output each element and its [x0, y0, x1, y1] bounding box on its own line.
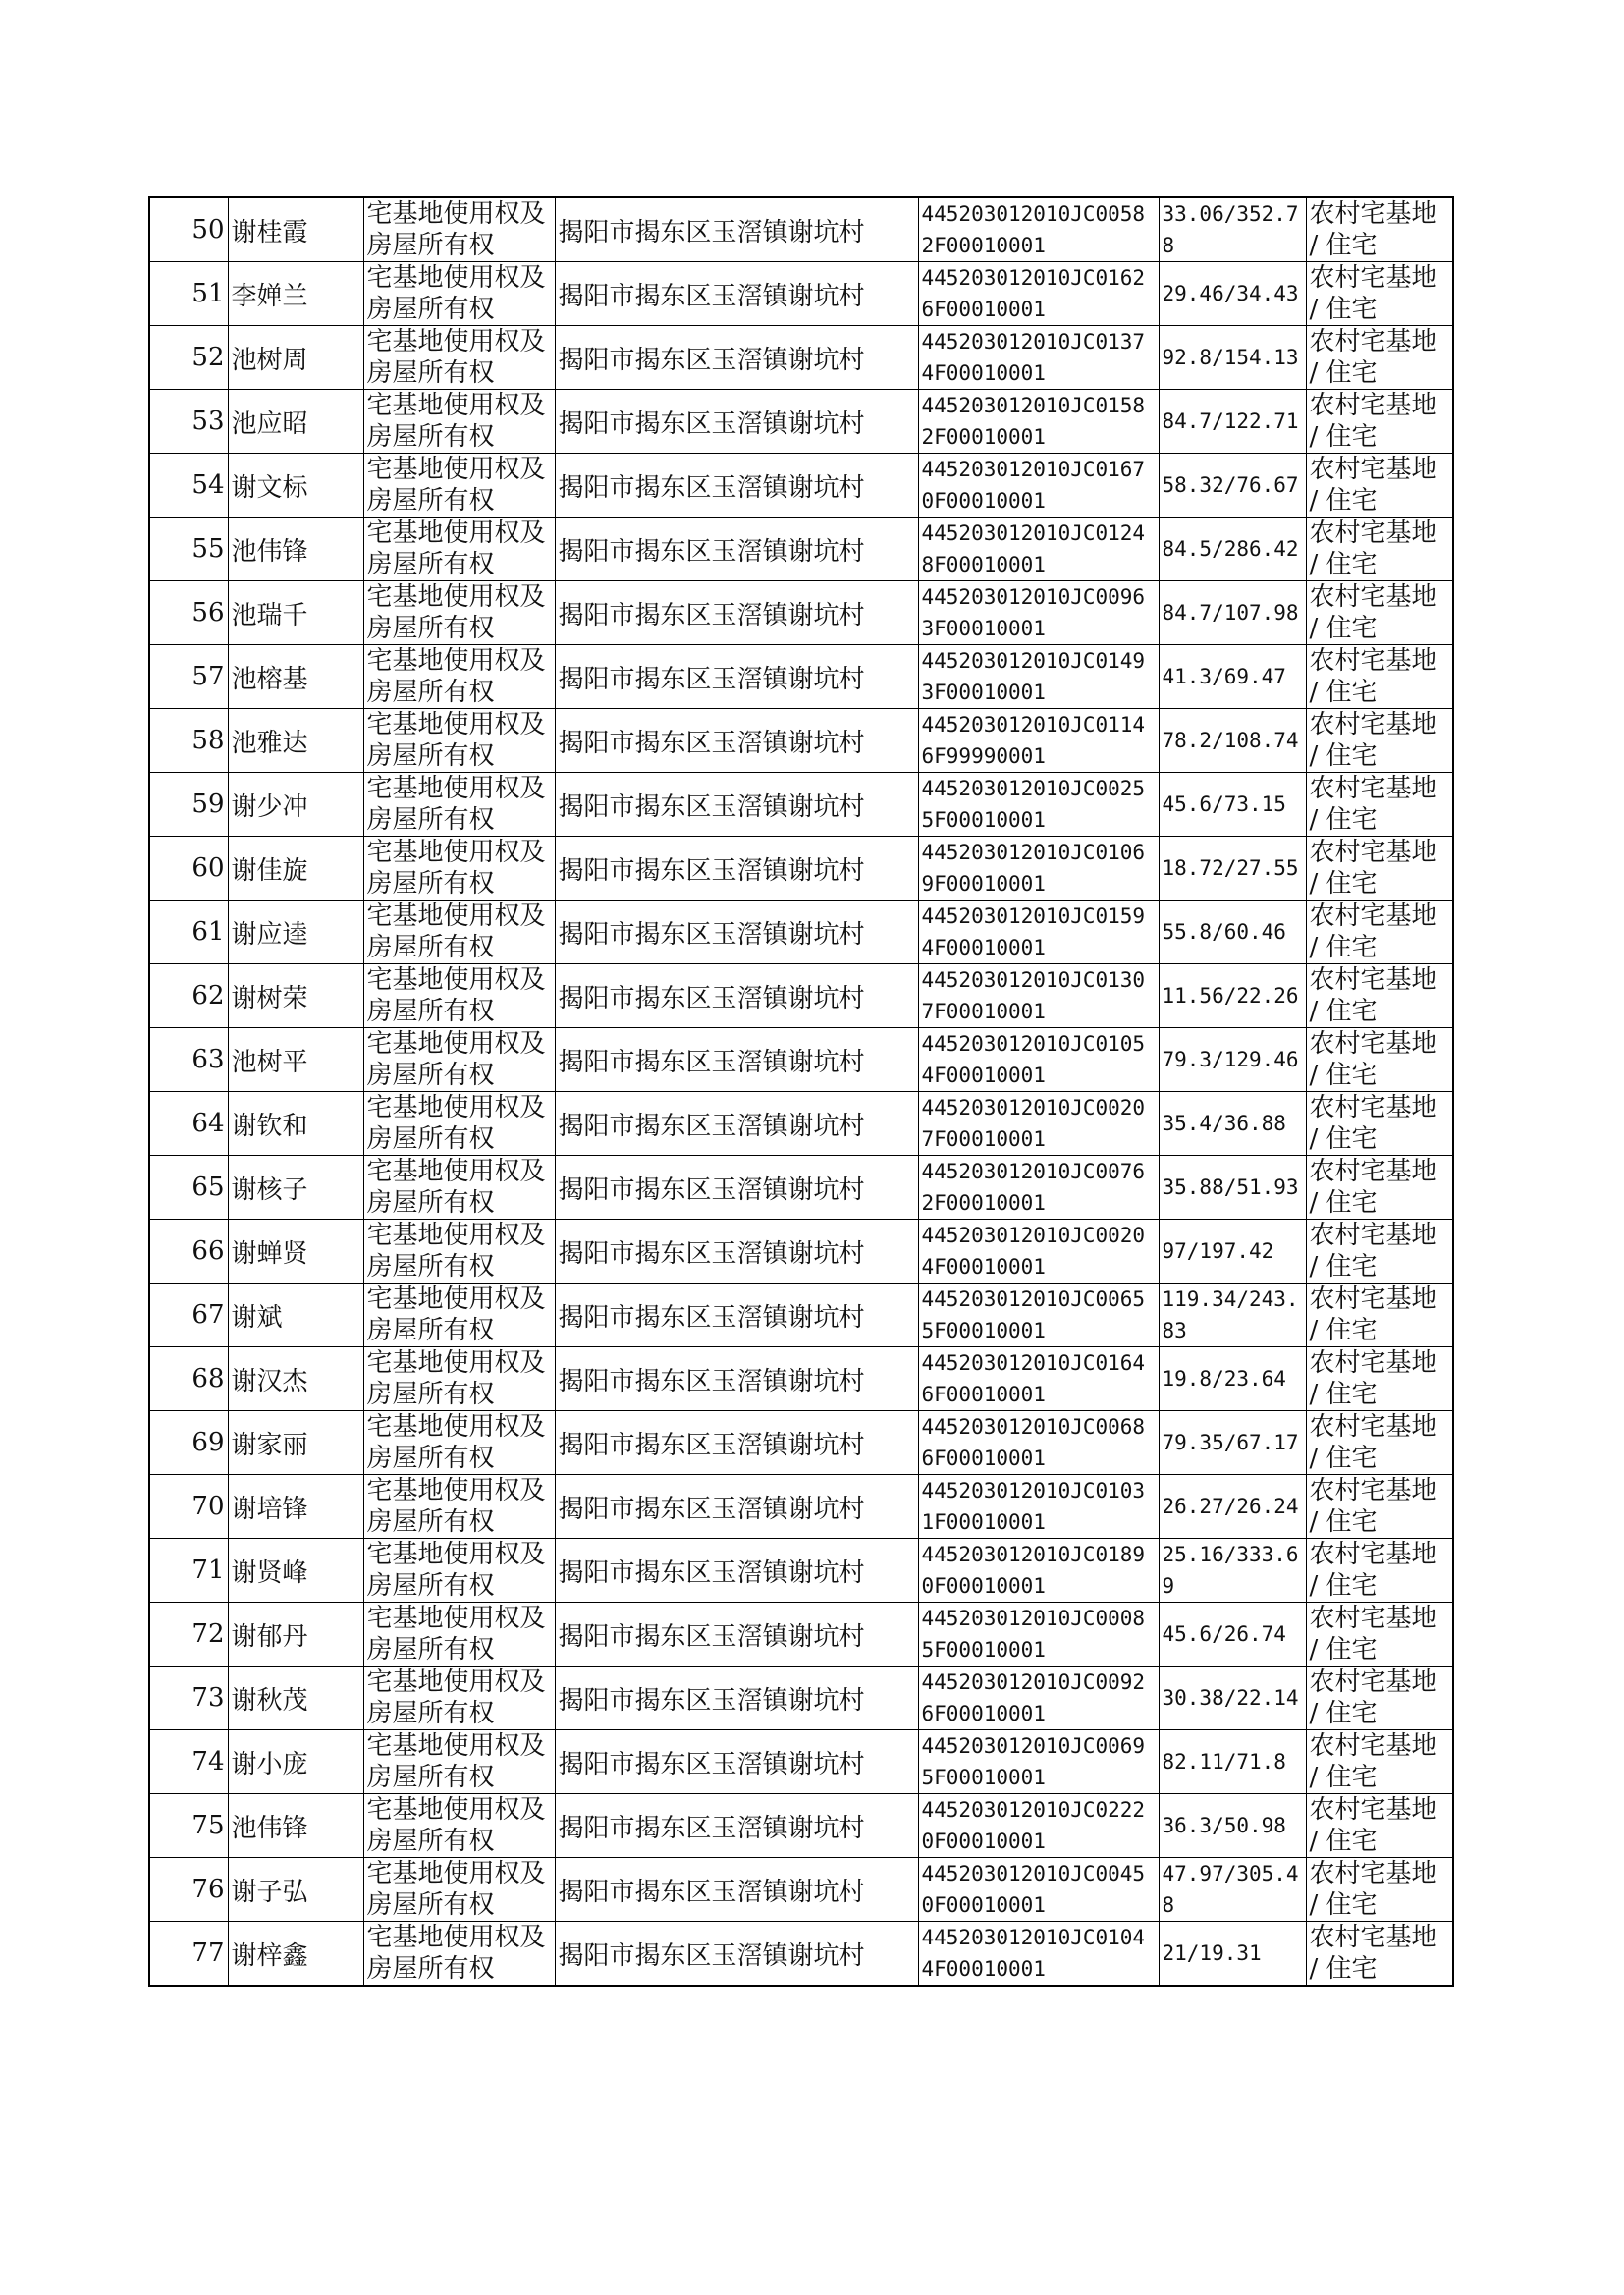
owner-name-cell: 谢应逵 [228, 901, 363, 964]
right-type-cell: 宅基地使用权及房屋所有权 [363, 1922, 555, 1987]
row-number-cell: 60 [149, 837, 228, 901]
table-row [149, 326, 1453, 390]
right-type-cell: 宅基地使用权及房屋所有权 [363, 454, 555, 518]
owner-name-cell: 池瑞千 [228, 581, 363, 645]
row-number-cell: 69 [149, 1411, 228, 1475]
table-row [149, 390, 1453, 454]
row-number-cell: 62 [149, 964, 228, 1028]
right-type-cell: 宅基地使用权及房屋所有权 [363, 1411, 555, 1475]
area-cell: 97/197.42 [1159, 1220, 1306, 1284]
certificate-code-cell: 445203012010JC01890F00010001 [918, 1539, 1159, 1603]
usage-cell: 农村宅基地 / 住宅 [1306, 1922, 1453, 1987]
certificate-code-cell: 445203012010JC01670F00010001 [918, 454, 1159, 518]
certificate-code-cell: 445203012010JC00926F00010001 [918, 1667, 1159, 1730]
location-cell: 揭阳市揭东区玉滘镇谢坑村 [555, 1475, 918, 1539]
right-type-cell: 宅基地使用权及房屋所有权 [363, 518, 555, 581]
registry-table [148, 196, 1454, 1987]
certificate-code-cell: 445203012010JC01031F00010001 [918, 1475, 1159, 1539]
owner-name-cell: 谢子弘 [228, 1858, 363, 1922]
certificate-code-cell: 445203012010JC01374F00010001 [918, 326, 1159, 390]
location-cell: 揭阳市揭东区玉滘镇谢坑村 [555, 645, 918, 709]
table-row [149, 1284, 1453, 1347]
table-row [149, 1156, 1453, 1220]
table-row [149, 518, 1453, 581]
owner-name-cell: 李婵兰 [228, 262, 363, 326]
certificate-code-cell: 445203012010JC00762F00010001 [918, 1156, 1159, 1220]
area-cell: 25.16/333.69 [1159, 1539, 1306, 1603]
usage-cell: 农村宅基地 / 住宅 [1306, 1858, 1453, 1922]
owner-name-cell: 谢树荣 [228, 964, 363, 1028]
owner-name-cell: 池雅达 [228, 709, 363, 773]
area-cell: 11.56/22.26 [1159, 964, 1306, 1028]
usage-cell: 农村宅基地 / 住宅 [1306, 1092, 1453, 1156]
location-cell: 揭阳市揭东区玉滘镇谢坑村 [555, 454, 918, 518]
location-cell: 揭阳市揭东区玉滘镇谢坑村 [555, 901, 918, 964]
location-cell: 揭阳市揭东区玉滘镇谢坑村 [555, 1092, 918, 1156]
right-type-cell: 宅基地使用权及房屋所有权 [363, 773, 555, 837]
owner-name-cell: 谢秋茂 [228, 1667, 363, 1730]
usage-cell: 农村宅基地 / 住宅 [1306, 1603, 1453, 1667]
table-row [149, 1922, 1453, 1987]
certificate-code-cell: 445203012010JC00085F00010001 [918, 1603, 1159, 1667]
area-cell: 84.7/122.71 [1159, 390, 1306, 454]
owner-name-cell: 池榕基 [228, 645, 363, 709]
area-cell: 41.3/69.47 [1159, 645, 1306, 709]
right-type-cell: 宅基地使用权及房屋所有权 [363, 1794, 555, 1858]
certificate-code-cell: 445203012010JC02220F00010001 [918, 1794, 1159, 1858]
row-number-cell: 61 [149, 901, 228, 964]
owner-name-cell: 谢小庞 [228, 1730, 363, 1794]
table-row [149, 964, 1453, 1028]
table-row [149, 197, 1453, 262]
location-cell: 揭阳市揭东区玉滘镇谢坑村 [555, 262, 918, 326]
location-cell: 揭阳市揭东区玉滘镇谢坑村 [555, 709, 918, 773]
row-number-cell: 71 [149, 1539, 228, 1603]
certificate-code-cell: 445203012010JC01069F00010001 [918, 837, 1159, 901]
usage-cell: 农村宅基地 / 住宅 [1306, 518, 1453, 581]
owner-name-cell: 池伟锋 [228, 518, 363, 581]
location-cell: 揭阳市揭东区玉滘镇谢坑村 [555, 1028, 918, 1092]
usage-cell: 农村宅基地 / 住宅 [1306, 1028, 1453, 1092]
certificate-code-cell: 445203012010JC00686F00010001 [918, 1411, 1159, 1475]
location-cell: 揭阳市揭东区玉滘镇谢坑村 [555, 1411, 918, 1475]
usage-cell: 农村宅基地 / 住宅 [1306, 964, 1453, 1028]
usage-cell: 农村宅基地 / 住宅 [1306, 645, 1453, 709]
usage-cell: 农村宅基地 / 住宅 [1306, 1475, 1453, 1539]
usage-cell: 农村宅基地 / 住宅 [1306, 1411, 1453, 1475]
certificate-code-cell: 445203012010JC00204F00010001 [918, 1220, 1159, 1284]
usage-cell: 农村宅基地 / 住宅 [1306, 709, 1453, 773]
area-cell: 26.27/26.24 [1159, 1475, 1306, 1539]
table-row [149, 1347, 1453, 1411]
table-row [149, 1603, 1453, 1667]
row-number-cell: 53 [149, 390, 228, 454]
row-number-cell: 58 [149, 709, 228, 773]
right-type-cell: 宅基地使用权及房屋所有权 [363, 1156, 555, 1220]
location-cell: 揭阳市揭东区玉滘镇谢坑村 [555, 1922, 918, 1987]
table-row [149, 901, 1453, 964]
area-cell: 21/19.31 [1159, 1922, 1306, 1987]
table-row [149, 773, 1453, 837]
row-number-cell: 59 [149, 773, 228, 837]
row-number-cell: 63 [149, 1028, 228, 1092]
certificate-code-cell: 445203012010JC00695F00010001 [918, 1730, 1159, 1794]
usage-cell: 农村宅基地 / 住宅 [1306, 1730, 1453, 1794]
location-cell: 揭阳市揭东区玉滘镇谢坑村 [555, 1603, 918, 1667]
owner-name-cell: 池树周 [228, 326, 363, 390]
right-type-cell: 宅基地使用权及房屋所有权 [363, 1475, 555, 1539]
right-type-cell: 宅基地使用权及房屋所有权 [363, 1284, 555, 1347]
right-type-cell: 宅基地使用权及房屋所有权 [363, 645, 555, 709]
usage-cell: 农村宅基地 / 住宅 [1306, 581, 1453, 645]
right-type-cell: 宅基地使用权及房屋所有权 [363, 1667, 555, 1730]
certificate-code-cell: 445203012010JC01248F00010001 [918, 518, 1159, 581]
table-row [149, 1667, 1453, 1730]
usage-cell: 农村宅基地 / 住宅 [1306, 1667, 1453, 1730]
usage-cell: 农村宅基地 / 住宅 [1306, 454, 1453, 518]
right-type-cell: 宅基地使用权及房屋所有权 [363, 1603, 555, 1667]
right-type-cell: 宅基地使用权及房屋所有权 [363, 1028, 555, 1092]
right-type-cell: 宅基地使用权及房屋所有权 [363, 1220, 555, 1284]
location-cell: 揭阳市揭东区玉滘镇谢坑村 [555, 964, 918, 1028]
table-row [149, 1092, 1453, 1156]
right-type-cell: 宅基地使用权及房屋所有权 [363, 581, 555, 645]
table-row [149, 645, 1453, 709]
right-type-cell: 宅基地使用权及房屋所有权 [363, 964, 555, 1028]
location-cell: 揭阳市揭东区玉滘镇谢坑村 [555, 1284, 918, 1347]
certificate-code-cell: 445203012010JC01044F00010001 [918, 1922, 1159, 1987]
area-cell: 36.3/50.98 [1159, 1794, 1306, 1858]
area-cell: 29.46/34.43 [1159, 262, 1306, 326]
location-cell: 揭阳市揭东区玉滘镇谢坑村 [555, 1347, 918, 1411]
table-row [149, 581, 1453, 645]
right-type-cell: 宅基地使用权及房屋所有权 [363, 326, 555, 390]
right-type-cell: 宅基地使用权及房屋所有权 [363, 1092, 555, 1156]
row-number-cell: 72 [149, 1603, 228, 1667]
row-number-cell: 66 [149, 1220, 228, 1284]
owner-name-cell: 谢家丽 [228, 1411, 363, 1475]
location-cell: 揭阳市揭东区玉滘镇谢坑村 [555, 837, 918, 901]
row-number-cell: 73 [149, 1667, 228, 1730]
usage-cell: 农村宅基地 / 住宅 [1306, 1284, 1453, 1347]
owner-name-cell: 谢桂霞 [228, 197, 363, 262]
row-number-cell: 77 [149, 1922, 228, 1987]
area-cell: 55.8/60.46 [1159, 901, 1306, 964]
right-type-cell: 宅基地使用权及房屋所有权 [363, 197, 555, 262]
row-number-cell: 75 [149, 1794, 228, 1858]
usage-cell: 农村宅基地 / 住宅 [1306, 197, 1453, 262]
owner-name-cell: 池树平 [228, 1028, 363, 1092]
row-number-cell: 52 [149, 326, 228, 390]
location-cell: 揭阳市揭东区玉滘镇谢坑村 [555, 1220, 918, 1284]
row-number-cell: 57 [149, 645, 228, 709]
table-row [149, 1028, 1453, 1092]
area-cell: 82.11/71.8 [1159, 1730, 1306, 1794]
row-number-cell: 76 [149, 1858, 228, 1922]
owner-name-cell: 谢蝉贤 [228, 1220, 363, 1284]
location-cell: 揭阳市揭东区玉滘镇谢坑村 [555, 197, 918, 262]
area-cell: 35.4/36.88 [1159, 1092, 1306, 1156]
owner-name-cell: 谢少冲 [228, 773, 363, 837]
row-number-cell: 64 [149, 1092, 228, 1156]
usage-cell: 农村宅基地 / 住宅 [1306, 1156, 1453, 1220]
location-cell: 揭阳市揭东区玉滘镇谢坑村 [555, 1539, 918, 1603]
table-row [149, 1220, 1453, 1284]
location-cell: 揭阳市揭东区玉滘镇谢坑村 [555, 581, 918, 645]
certificate-code-cell: 445203012010JC00207F00010001 [918, 1092, 1159, 1156]
certificate-code-cell: 445203012010JC01146F99990001 [918, 709, 1159, 773]
right-type-cell: 宅基地使用权及房屋所有权 [363, 1347, 555, 1411]
usage-cell: 农村宅基地 / 住宅 [1306, 1347, 1453, 1411]
owner-name-cell: 谢佳旋 [228, 837, 363, 901]
area-cell: 84.7/107.98 [1159, 581, 1306, 645]
usage-cell: 农村宅基地 / 住宅 [1306, 773, 1453, 837]
area-cell: 84.5/286.42 [1159, 518, 1306, 581]
table-row [149, 1411, 1453, 1475]
registry-table-body [149, 197, 1453, 1986]
usage-cell: 农村宅基地 / 住宅 [1306, 262, 1453, 326]
owner-name-cell: 谢钦和 [228, 1092, 363, 1156]
area-cell: 30.38/22.14 [1159, 1667, 1306, 1730]
right-type-cell: 宅基地使用权及房屋所有权 [363, 262, 555, 326]
table-row [149, 837, 1453, 901]
area-cell: 78.2/108.74 [1159, 709, 1306, 773]
row-number-cell: 74 [149, 1730, 228, 1794]
usage-cell: 农村宅基地 / 住宅 [1306, 1220, 1453, 1284]
owner-name-cell: 谢贤峰 [228, 1539, 363, 1603]
table-row [149, 1858, 1453, 1922]
certificate-code-cell: 445203012010JC01307F00010001 [918, 964, 1159, 1028]
area-cell: 58.32/76.67 [1159, 454, 1306, 518]
right-type-cell: 宅基地使用权及房屋所有权 [363, 709, 555, 773]
usage-cell: 农村宅基地 / 住宅 [1306, 390, 1453, 454]
usage-cell: 农村宅基地 / 住宅 [1306, 901, 1453, 964]
location-cell: 揭阳市揭东区玉滘镇谢坑村 [555, 1156, 918, 1220]
certificate-code-cell: 445203012010JC01594F00010001 [918, 901, 1159, 964]
certificate-code-cell: 445203012010JC00582F00010001 [918, 197, 1159, 262]
area-cell: 35.88/51.93 [1159, 1156, 1306, 1220]
row-number-cell: 56 [149, 581, 228, 645]
row-number-cell: 50 [149, 197, 228, 262]
certificate-code-cell: 445203012010JC01054F00010001 [918, 1028, 1159, 1092]
certificate-code-cell: 445203012010JC00655F00010001 [918, 1284, 1159, 1347]
location-cell: 揭阳市揭东区玉滘镇谢坑村 [555, 773, 918, 837]
area-cell: 79.3/129.46 [1159, 1028, 1306, 1092]
area-cell: 92.8/154.13 [1159, 326, 1306, 390]
owner-name-cell: 谢文标 [228, 454, 363, 518]
row-number-cell: 68 [149, 1347, 228, 1411]
table-row [149, 1475, 1453, 1539]
owner-name-cell: 谢梓鑫 [228, 1922, 363, 1987]
certificate-code-cell: 445203012010JC00255F00010001 [918, 773, 1159, 837]
owner-name-cell: 池伟锋 [228, 1794, 363, 1858]
right-type-cell: 宅基地使用权及房屋所有权 [363, 1730, 555, 1794]
certificate-code-cell: 445203012010JC00450F00010001 [918, 1858, 1159, 1922]
area-cell: 19.8/23.64 [1159, 1347, 1306, 1411]
location-cell: 揭阳市揭东区玉滘镇谢坑村 [555, 390, 918, 454]
area-cell: 119.34/243.83 [1159, 1284, 1306, 1347]
usage-cell: 农村宅基地 / 住宅 [1306, 1794, 1453, 1858]
right-type-cell: 宅基地使用权及房屋所有权 [363, 1858, 555, 1922]
usage-cell: 农村宅基地 / 住宅 [1306, 326, 1453, 390]
row-number-cell: 55 [149, 518, 228, 581]
row-number-cell: 70 [149, 1475, 228, 1539]
area-cell: 47.97/305.48 [1159, 1858, 1306, 1922]
location-cell: 揭阳市揭东区玉滘镇谢坑村 [555, 326, 918, 390]
owner-name-cell: 谢核子 [228, 1156, 363, 1220]
row-number-cell: 51 [149, 262, 228, 326]
location-cell: 揭阳市揭东区玉滘镇谢坑村 [555, 1667, 918, 1730]
row-number-cell: 65 [149, 1156, 228, 1220]
row-number-cell: 54 [149, 454, 228, 518]
area-cell: 33.06/352.78 [1159, 197, 1306, 262]
location-cell: 揭阳市揭东区玉滘镇谢坑村 [555, 1794, 918, 1858]
usage-cell: 农村宅基地 / 住宅 [1306, 1539, 1453, 1603]
table-row [149, 262, 1453, 326]
right-type-cell: 宅基地使用权及房屋所有权 [363, 1539, 555, 1603]
area-cell: 45.6/73.15 [1159, 773, 1306, 837]
certificate-code-cell: 445203012010JC00963F00010001 [918, 581, 1159, 645]
location-cell: 揭阳市揭东区玉滘镇谢坑村 [555, 1730, 918, 1794]
right-type-cell: 宅基地使用权及房屋所有权 [363, 837, 555, 901]
location-cell: 揭阳市揭东区玉滘镇谢坑村 [555, 518, 918, 581]
owner-name-cell: 谢汉杰 [228, 1347, 363, 1411]
row-number-cell: 67 [149, 1284, 228, 1347]
area-cell: 18.72/27.55 [1159, 837, 1306, 901]
certificate-code-cell: 445203012010JC01646F00010001 [918, 1347, 1159, 1411]
owner-name-cell: 池应昭 [228, 390, 363, 454]
table-row [149, 1730, 1453, 1794]
table-row [149, 454, 1453, 518]
table-row [149, 709, 1453, 773]
owner-name-cell: 谢斌 [228, 1284, 363, 1347]
certificate-code-cell: 445203012010JC01493F00010001 [918, 645, 1159, 709]
owner-name-cell: 谢郁丹 [228, 1603, 363, 1667]
table-row [149, 1539, 1453, 1603]
area-cell: 79.35/67.17 [1159, 1411, 1306, 1475]
right-type-cell: 宅基地使用权及房屋所有权 [363, 390, 555, 454]
certificate-code-cell: 445203012010JC01626F00010001 [918, 262, 1159, 326]
certificate-code-cell: 445203012010JC01582F00010001 [918, 390, 1159, 454]
usage-cell: 农村宅基地 / 住宅 [1306, 837, 1453, 901]
table-row [149, 1794, 1453, 1858]
right-type-cell: 宅基地使用权及房屋所有权 [363, 901, 555, 964]
location-cell: 揭阳市揭东区玉滘镇谢坑村 [555, 1858, 918, 1922]
owner-name-cell: 谢培锋 [228, 1475, 363, 1539]
area-cell: 45.6/26.74 [1159, 1603, 1306, 1667]
